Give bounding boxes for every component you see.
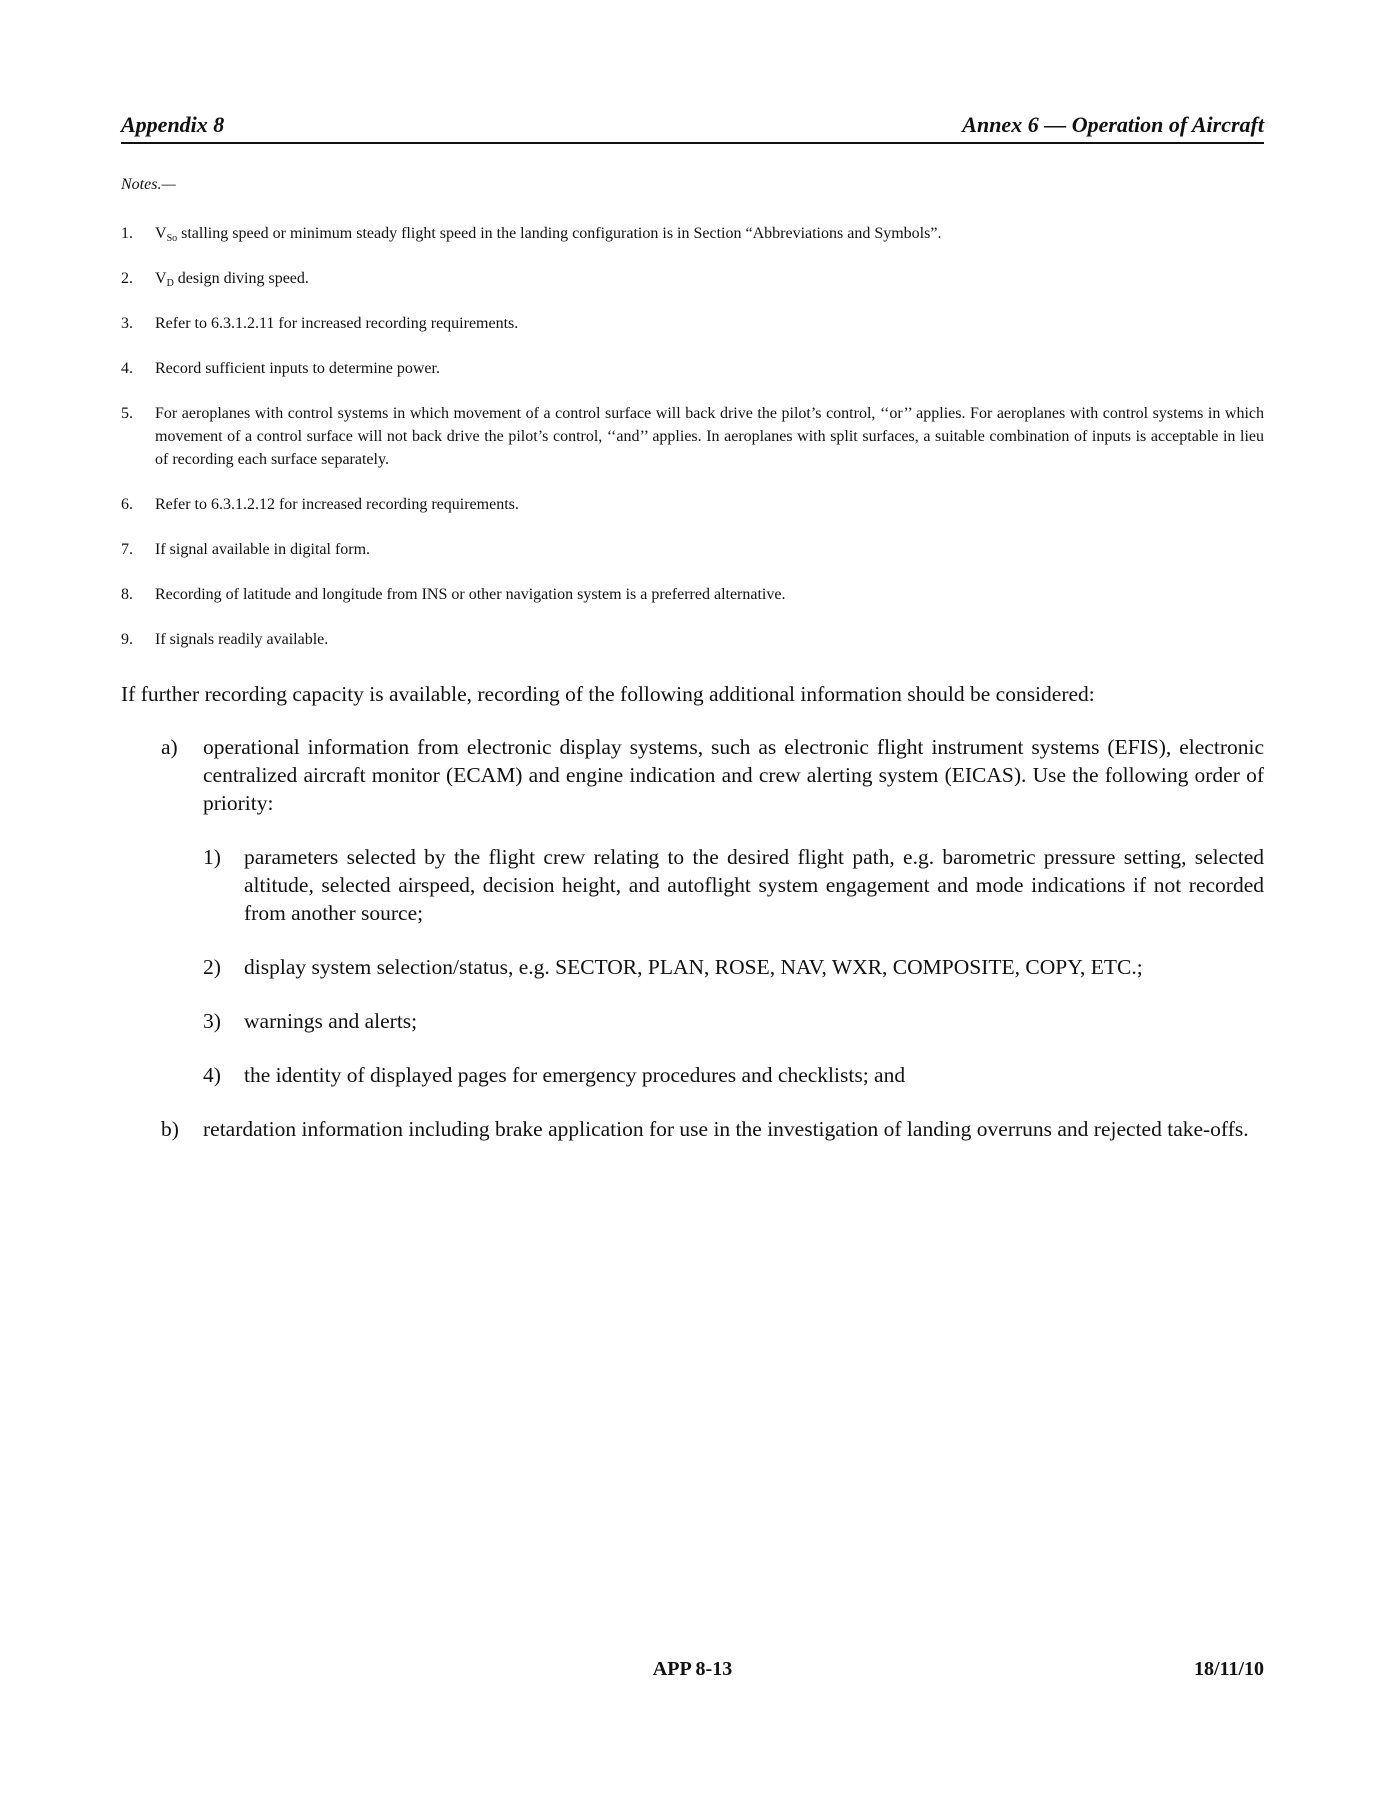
note-text: If signals readily available. xyxy=(155,631,329,648)
list-item-text: retardation information including brake application for use in the investigation of landing overruns and rejected take-offs. xyxy=(203,1117,1249,1141)
note-number: 2. xyxy=(121,270,133,287)
note-item xyxy=(121,267,1264,290)
note-symbol-subscript: So xyxy=(166,233,178,244)
priority-item-text: warnings and alerts; xyxy=(244,1009,418,1033)
priority-item xyxy=(203,1061,1264,1089)
note-number: 6. xyxy=(121,496,133,513)
note-item xyxy=(121,222,1264,245)
list-item-label: b) xyxy=(161,1117,179,1141)
priority-item-label: 2) xyxy=(203,955,221,979)
priority-item-label: 3) xyxy=(203,1009,221,1033)
list-item-b xyxy=(161,1115,1264,1143)
note-text: If signal available in digital form. xyxy=(155,541,371,558)
document-page xyxy=(121,0,1264,1800)
list-item-label: a) xyxy=(161,735,178,759)
note-symbol-subscript: D xyxy=(166,278,174,289)
header-annex-title: Annex 6 — Operation of Aircraft xyxy=(962,112,1264,137)
priority-list xyxy=(203,843,1264,1089)
note-text: Refer to 6.3.1.2.12 for increased recording requirements. xyxy=(155,496,519,513)
priority-item-text: parameters selected by the flight crew relating to the desired flight path, e.g. barometric pressure setting, selected altitude, selected airspeed, decision height, and autoflight system engagement and mode indications if not recorded from another source; xyxy=(244,845,1264,925)
note-text: Record sufficient inputs to determine power. xyxy=(155,360,440,377)
header-appendix-label: Appendix 8 xyxy=(121,112,225,137)
note-symbol: V xyxy=(155,270,167,287)
note-number: 9. xyxy=(121,631,133,648)
publication-date: 18/11/10 xyxy=(1193,1658,1264,1680)
note-symbol: V xyxy=(155,225,167,242)
note-text: stalling speed or minimum steady flight speed in the landing configuration is in Section “Abbreviations and Symbols”. xyxy=(177,225,942,242)
note-item xyxy=(121,583,1264,606)
note-item xyxy=(121,357,1264,380)
note-item xyxy=(121,312,1264,335)
note-number: 1. xyxy=(121,225,133,242)
priority-item-label: 4) xyxy=(203,1063,221,1087)
list-item-a xyxy=(161,733,1264,817)
priority-item xyxy=(203,843,1264,927)
additional-information-list xyxy=(161,733,1264,1143)
notes-list xyxy=(121,222,1264,673)
priority-item-text: display system selection/status, e.g. SECTOR, PLAN, ROSE, NAV, WXR, COMPOSITE, COPY, ETC.; xyxy=(244,955,1143,979)
note-item xyxy=(121,628,1264,651)
priority-item xyxy=(203,1007,1264,1035)
note-number: 7. xyxy=(121,541,133,558)
note-item xyxy=(121,402,1264,471)
note-number: 8. xyxy=(121,586,133,603)
note-item xyxy=(121,538,1264,561)
note-item xyxy=(121,493,1264,516)
note-text: For aeroplanes with control systems in which movement of a control surface will back drive the pilot’s control, ‘‘or’’ applies. For aeroplanes with control systems in which movement of a control surface will not back drive the pilot’s control, ‘‘and’’ applies. In aeroplanes with split surfaces, a suitable combination of inputs is acceptable in lieu of recording each surface separately. xyxy=(155,405,1264,468)
note-number: 5. xyxy=(121,405,133,422)
note-text: Refer to 6.3.1.2.11 for increased recording requirements. xyxy=(155,315,519,332)
note-number: 3. xyxy=(121,315,133,332)
note-number: 4. xyxy=(121,360,133,377)
priority-item-text: the identity of displayed pages for emergency procedures and checklists; and xyxy=(244,1063,906,1087)
notes-title: Notes.— xyxy=(121,176,176,193)
list-item-text: operational information from electronic display systems, such as electronic flight instrument systems (EFIS), electronic centralized aircraft monitor (ECAM) and engine indication and crew alerting system (EICAS). Use the following order of priority: xyxy=(203,735,1264,815)
priority-item xyxy=(203,953,1264,981)
running-header xyxy=(121,108,1264,144)
priority-item-label: 1) xyxy=(203,845,221,869)
note-text: Recording of latitude and longitude from INS or other navigation system is a preferred alternative. xyxy=(155,586,786,603)
note-text: design diving speed. xyxy=(173,270,309,287)
intro-paragraph: If further recording capacity is available, recording of the following additional information should be considered: xyxy=(121,682,1095,706)
page-number: APP 8-13 xyxy=(652,1658,733,1680)
